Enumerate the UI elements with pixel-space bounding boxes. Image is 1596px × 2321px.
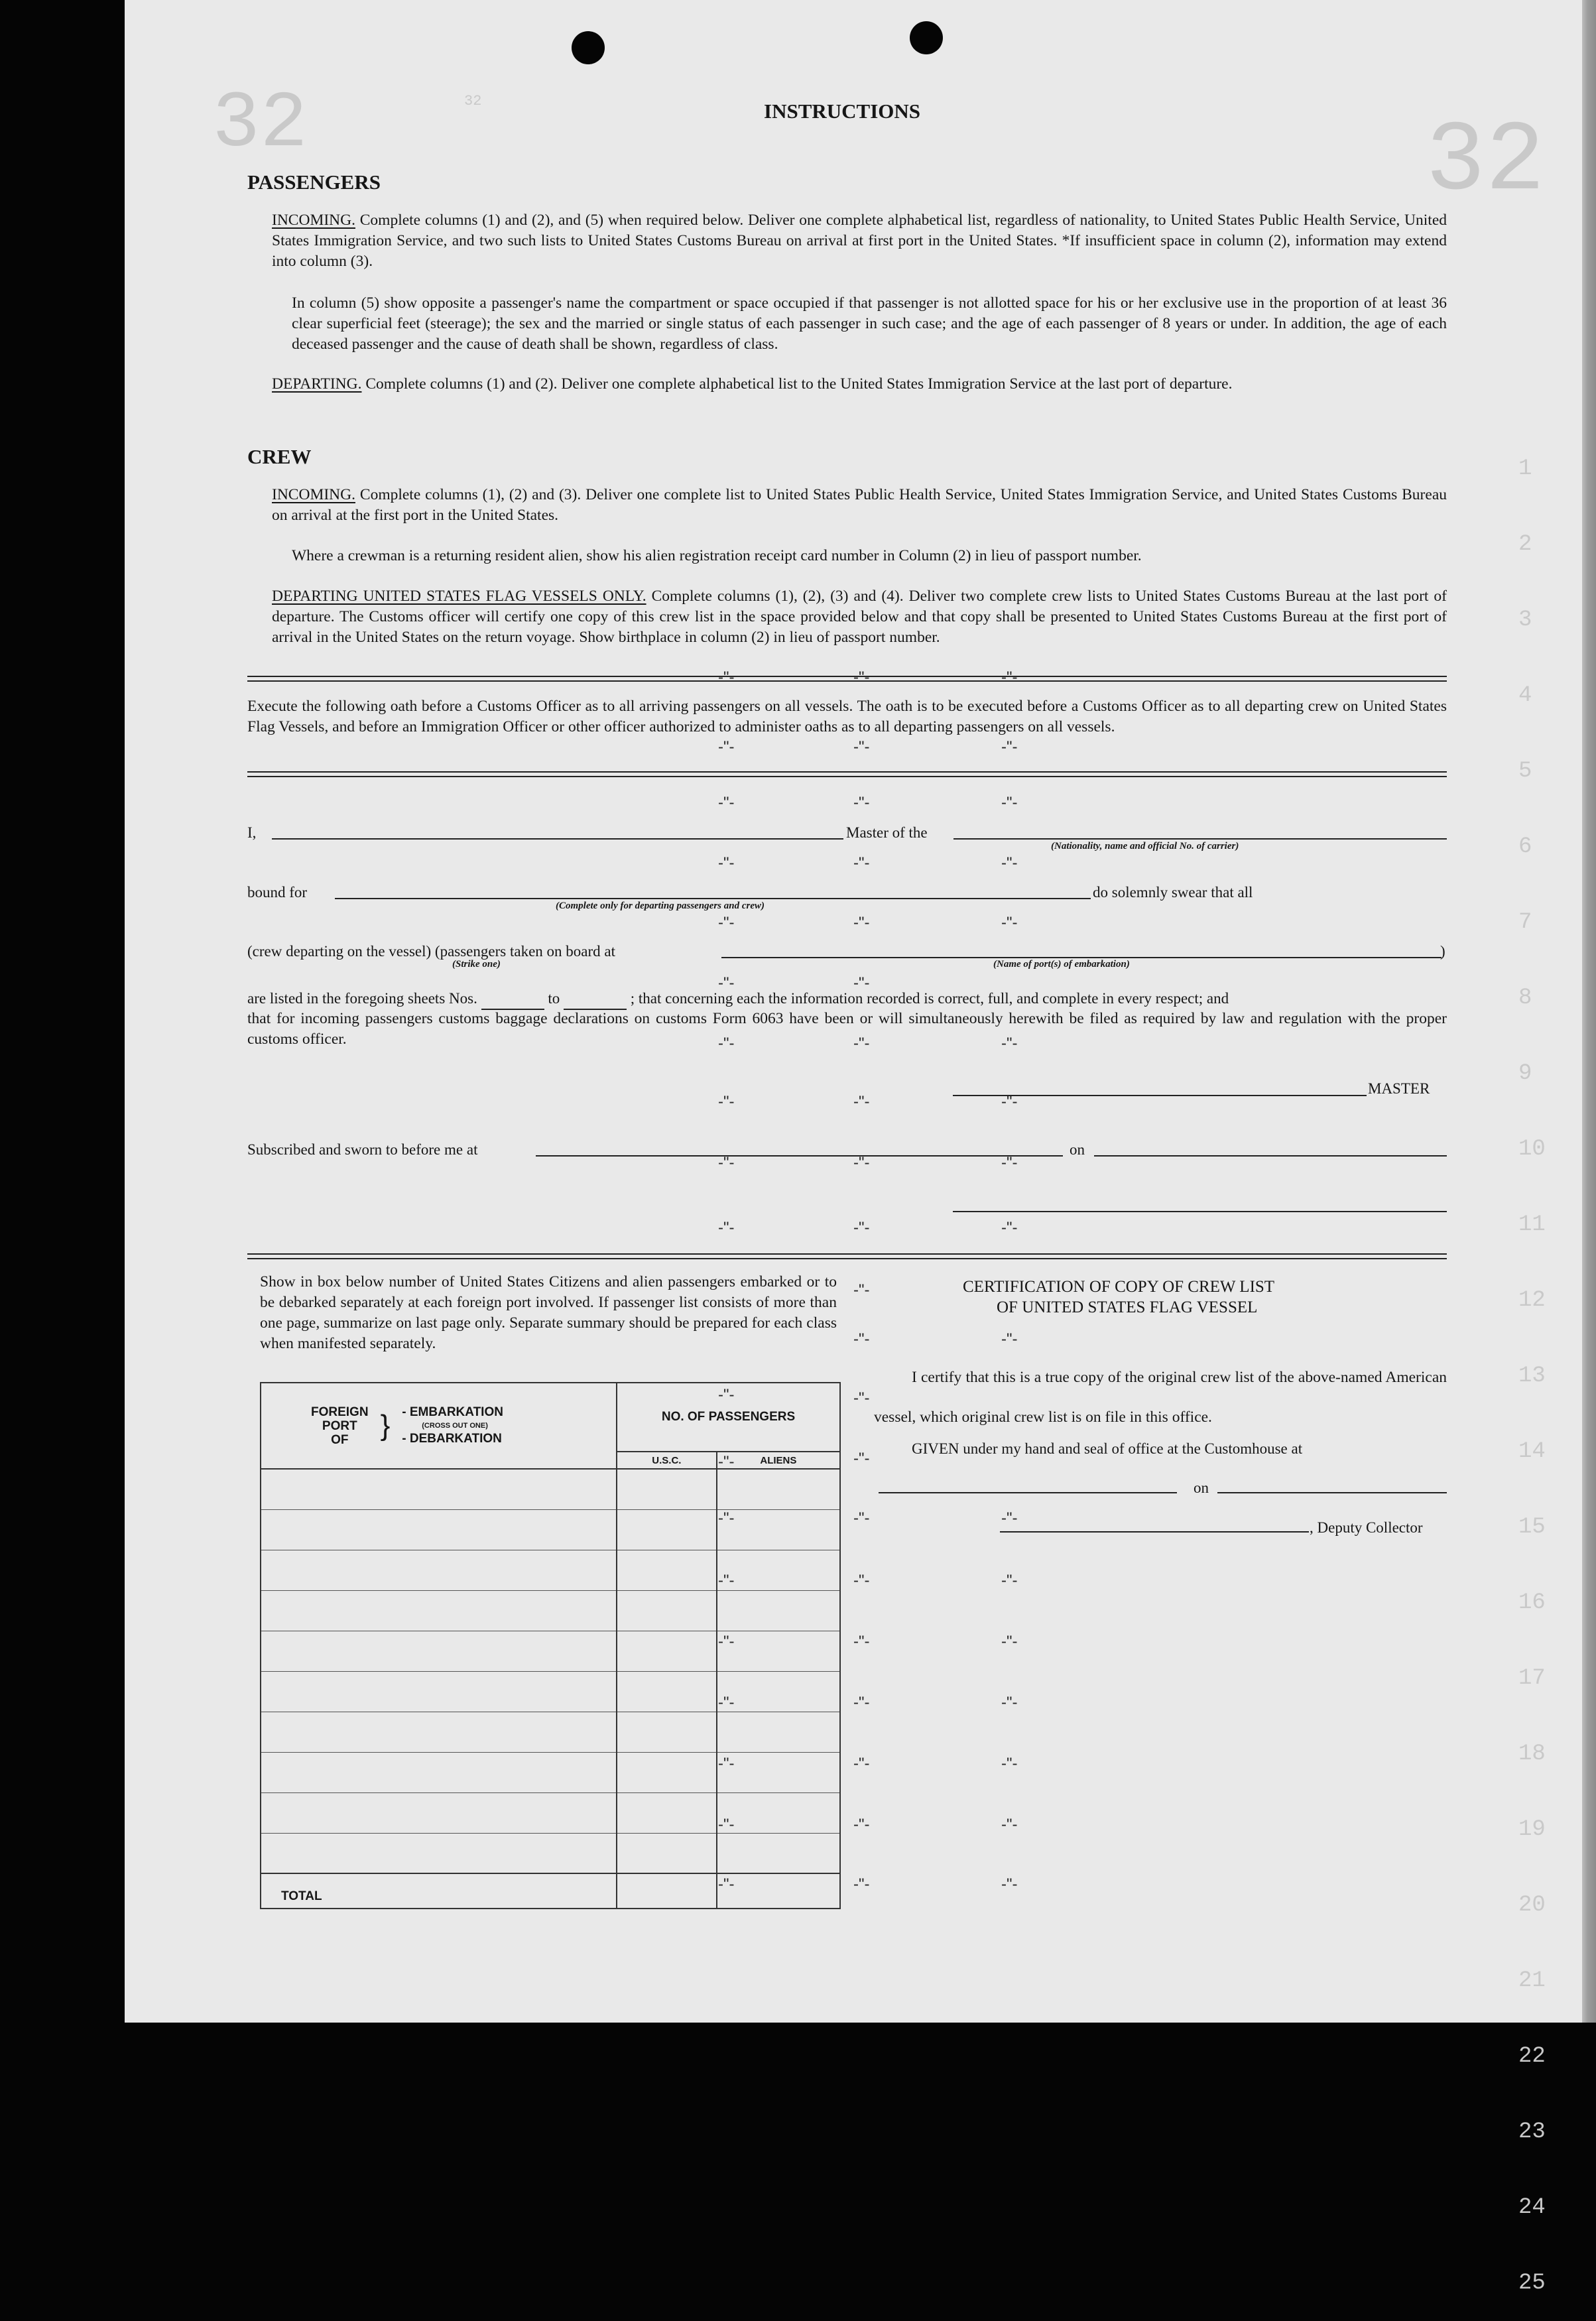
ditto-mark: -"- — [718, 1816, 735, 1834]
aliens-header: ALIENS — [717, 1452, 840, 1469]
carrier-note: (Nationality, name and official No. of carrier) — [1051, 841, 1239, 851]
strike-note: (Strike one) — [452, 959, 501, 970]
ditto-mark: -"- — [853, 974, 870, 992]
usc-cell[interactable] — [617, 1509, 717, 1550]
usc-cell[interactable] — [617, 1712, 717, 1752]
ditto-mark: -"- — [1001, 1219, 1018, 1237]
master-of-the-label: Master of the — [846, 824, 928, 841]
aliens-cell[interactable] — [717, 1712, 840, 1752]
certification-text: I certify that this is a true copy of the original crew list of the above-named American vessel, which original crew list is on file in this office. — [874, 1369, 1447, 1426]
ditto-mark: -"- — [718, 1219, 735, 1237]
total-aliens-cell[interactable] — [717, 1873, 840, 1909]
no-passengers-header: NO. OF PASSENGERS — [617, 1383, 840, 1452]
ditto-mark: -"- — [1001, 1633, 1018, 1651]
bound-for-field[interactable] — [335, 898, 1091, 899]
close-paren: ) — [1440, 943, 1445, 960]
port-note: (Name of port(s) of embarkation) — [993, 959, 1130, 970]
aliens-cell[interactable] — [717, 1469, 840, 1509]
ditto-mark: -"- — [853, 1281, 870, 1299]
embarkation-label: - EMBARKATION — [402, 1405, 503, 1419]
ditto-mark: -"- — [718, 668, 735, 686]
ditto-mark: -"- — [718, 854, 735, 872]
ditto-mark: -"- — [1001, 794, 1018, 812]
ditto-mark: -"- — [718, 1694, 735, 1712]
listed-sheets-line — [247, 988, 1229, 1010]
certification-title-1: CERTIFICATION OF COPY OF CREW LIST — [963, 1278, 1275, 1296]
foreign-label: FOREIGN — [311, 1405, 369, 1419]
ditto-mark: -"- — [1001, 914, 1018, 932]
port-cell[interactable] — [261, 1752, 617, 1792]
port-label: PORT — [322, 1418, 357, 1433]
port-cell[interactable] — [261, 1509, 617, 1550]
listed-complete-text: ; that concerning each the information recorded is correct, full, and complete in every respect; and — [630, 990, 1229, 1007]
ditto-mark: -"- — [853, 1219, 870, 1237]
usc-cell[interactable] — [617, 1792, 717, 1833]
ditto-mark: -"- — [853, 668, 870, 686]
ditto-mark: -"- — [853, 1389, 870, 1407]
of-label: OF — [331, 1432, 349, 1447]
oath-i-label: I, — [247, 824, 257, 841]
punch-hole-right — [910, 21, 943, 54]
oath-intro: Execute the following oath before a Customs Officer as to all arriving passengers on all vessels. The oath is to be executed before a Customs Officer as to all departing crew on United States Flag Vessels, and before an Immigration Officer or other officer authorized to administer oaths as to all departing passengers on all vessels. — [247, 698, 1447, 735]
ditto-mark: -"- — [1001, 1694, 1018, 1712]
ditto-mark: -"- — [718, 1035, 735, 1052]
sworn-location-field[interactable] — [536, 1155, 1063, 1157]
aliens-cell[interactable] — [717, 1671, 840, 1712]
ditto-mark: -"- — [853, 738, 870, 756]
ditto-mark: -"- — [853, 1755, 870, 1773]
ditto-mark: -"- — [1001, 854, 1018, 872]
passengers-incoming-label: INCOMING. — [272, 212, 355, 229]
sheet-from-field[interactable] — [481, 988, 544, 1010]
listed-to-text: to — [548, 990, 560, 1007]
crew-heading: CREW — [247, 445, 312, 468]
usc-cell[interactable] — [617, 1469, 717, 1509]
certification-date-field[interactable] — [1217, 1492, 1447, 1493]
ditto-mark: -"- — [1001, 668, 1018, 686]
ditto-mark: -"- — [853, 1816, 870, 1834]
ditto-mark: -"- — [718, 1875, 735, 1893]
ditto-mark: -"- — [718, 1386, 735, 1404]
passengers-departing-text — [272, 374, 1447, 395]
ditto-mark: -"- — [853, 1633, 870, 1651]
punch-hole-left — [572, 31, 605, 64]
total-usc-cell[interactable] — [617, 1873, 717, 1909]
port-cell[interactable] — [261, 1671, 617, 1712]
port-cell[interactable] — [261, 1550, 617, 1590]
crew-incoming-text — [272, 485, 1447, 526]
ditto-mark: -"- — [718, 1154, 735, 1172]
sworn-date-field[interactable] — [1094, 1155, 1447, 1157]
port-header-cell — [261, 1383, 617, 1469]
bound-for-label: bound for — [247, 884, 308, 901]
bound-note: (Complete only for departing passengers and crew) — [556, 901, 765, 911]
master-label: MASTER — [1368, 1080, 1430, 1097]
bleed-through-marks: 32 32 32 1 2 3 4 5 6 7 8 9 10 11 12 13 14 15 16 17 18 19 20 21 22 23 24 25 — [212, 80, 1546, 2296]
sheet-to-field[interactable] — [564, 988, 627, 1010]
deputy-signature-field[interactable] — [1000, 1531, 1309, 1533]
deputy-collector-label: , Deputy Collector — [1310, 1519, 1423, 1536]
ditto-mark: -"- — [718, 1509, 735, 1527]
port-cell[interactable] — [261, 1631, 617, 1671]
ditto-mark: -"- — [718, 794, 735, 812]
divider-1 — [247, 676, 1447, 682]
passenger-summary-table — [260, 1382, 841, 1909]
aliens-cell[interactable] — [717, 1509, 840, 1550]
aliens-cell[interactable] — [717, 1792, 840, 1833]
ditto-mark: -"- — [853, 1450, 870, 1468]
passengers-departing-body: Complete columns (1) and (2). Deliver one complete alphabetical list to the United States Immigration Service at the last port of departure. — [365, 375, 1233, 393]
ditto-mark: -"- — [853, 1035, 870, 1052]
ditto-mark: -"- — [1001, 1572, 1018, 1590]
divider-2 — [247, 771, 1447, 777]
ditto-mark: -"- — [853, 1875, 870, 1893]
sworn-on-label: on — [1070, 1141, 1085, 1158]
port-cell[interactable] — [261, 1590, 617, 1631]
ditto-mark: -"- — [853, 1154, 870, 1172]
aliens-cell[interactable] — [717, 1833, 840, 1873]
ditto-mark: -"- — [1001, 1154, 1018, 1172]
port-cell[interactable] — [261, 1792, 617, 1833]
ditto-mark: -"- — [853, 794, 870, 812]
ditto-mark: -"- — [718, 738, 735, 756]
ditto-mark: -"- — [1001, 1330, 1018, 1348]
certification-title-2: OF UNITED STATES FLAG VESSEL — [997, 1298, 1258, 1316]
customhouse-field[interactable] — [879, 1492, 1177, 1493]
crew-departing-text — [272, 586, 1447, 648]
crew-departing-label: DEPARTING UNITED STATES FLAG VESSELS ONLY. — [272, 588, 646, 605]
aliens-cell[interactable] — [717, 1590, 840, 1631]
aliens-cell[interactable] — [717, 1631, 840, 1671]
ditto-mark: -"- — [718, 1453, 735, 1471]
crew-incoming-body: Complete columns (1), (2) and (3). Deliver one complete list to United States Public Health Service, United States Immigration Service, and United States Customs Bureau on arrival at the first port in the United States. — [272, 486, 1447, 524]
usc-cell[interactable] — [617, 1590, 717, 1631]
debarkation-label: - DEBARKATION — [402, 1432, 502, 1446]
given-text: GIVEN under my hand and seal of office at the Customhouse at — [912, 1440, 1303, 1457]
usc-cell[interactable] — [617, 1671, 717, 1712]
subscribed-label: Subscribed and sworn to before me at — [247, 1141, 478, 1158]
ditto-mark: -"- — [853, 1694, 870, 1712]
summary-intro: Show in box below number of United States Citizens and alien passengers embarked or to be debarked separately at each foreign port involved. If passenger list consists of more than one page, summarize on last page only. Separate summary should be prepared for each class when manifested separately. — [260, 1273, 837, 1352]
port-cell[interactable] — [261, 1469, 617, 1509]
ditto-mark: -"- — [1001, 1093, 1018, 1111]
ditto-mark: -"- — [1001, 1755, 1018, 1773]
ditto-mark: -"- — [853, 1093, 870, 1111]
ditto-mark: -"- — [853, 914, 870, 932]
ditto-mark: -"- — [853, 1572, 870, 1590]
passengers-incoming-body: Complete columns (1) and (2), and (5) when required below. Deliver one complete alphabetical list, regardless of nationality, to United States Public Health Service, United States Immigration Service, and two such lists to United States Customs Bureau on arrival at first port in the United States. *If insufficient space in column (2), information may extend into column (3). — [272, 212, 1447, 270]
ditto-mark: -"- — [718, 974, 735, 992]
crew-incoming-label: INCOMING. — [272, 486, 355, 503]
solemnly-swear-label: do solemnly swear that all — [1093, 884, 1253, 901]
passengers-departing-label: DEPARTING. — [272, 375, 362, 393]
usc-cell[interactable] — [617, 1550, 717, 1590]
port-cell[interactable] — [261, 1712, 617, 1752]
carrier-field[interactable] — [953, 838, 1447, 840]
passengers-incoming-text — [272, 210, 1447, 272]
embarkation-port-field[interactable] — [721, 957, 1442, 958]
ditto-mark: -"- — [853, 1330, 870, 1348]
crew-resident-text: Where a crewman is a returning resident alien, show his alien registration receipt card number in Column (2) in lieu of passport number. — [292, 547, 1142, 564]
passengers-column5-text: In column (5) show opposite a passenger's name the compartment or space occupied if that passenger is not allotted space for his or her exclusive use in the proportion of at least 36 clear superficial feet (steerage); the sex and the married or single status of each passenger in such case; and the age of each passenger of 8 years or under. In addition, the age of each deceased passenger and the cause of death shall be shown, regardless of class. — [292, 294, 1447, 353]
port-cell[interactable] — [261, 1833, 617, 1873]
aliens-cell[interactable] — [717, 1550, 840, 1590]
passengers-heading: PASSENGERS — [247, 170, 381, 194]
brace: } — [380, 1409, 391, 1442]
certification-on-label: on — [1194, 1479, 1209, 1496]
aliens-cell[interactable] — [717, 1752, 840, 1792]
ditto-mark: -"- — [1001, 1509, 1018, 1527]
page-title: INSTRUCTIONS — [764, 99, 921, 123]
ditto-mark: -"- — [1001, 1816, 1018, 1834]
total-label: TOTAL — [261, 1873, 617, 1909]
ditto-mark: -"- — [853, 854, 870, 872]
ditto-mark: -"- — [718, 1633, 735, 1651]
ditto-mark: -"- — [1001, 738, 1018, 756]
ditto-mark: -"- — [1001, 1875, 1018, 1893]
crew-departing-label-line: (crew departing on the vessel) (passengers taken on board at — [247, 943, 615, 960]
usc-cell[interactable] — [617, 1631, 717, 1671]
ditto-mark: -"- — [718, 914, 735, 932]
ditto-mark: -"- — [718, 1093, 735, 1111]
listed-sheets-text: are listed in the foregoing sheets Nos. — [247, 990, 477, 1007]
ditto-mark: -"- — [718, 1572, 735, 1590]
ditto-mark: -"- — [1001, 1035, 1018, 1052]
cross-out-label: (CROSS OUT ONE) — [422, 1422, 488, 1430]
ditto-mark: -"- — [853, 1509, 870, 1527]
officer-signature-field[interactable] — [953, 1211, 1447, 1212]
usc-header: U.S.C. — [617, 1452, 717, 1469]
usc-cell[interactable] — [617, 1833, 717, 1873]
divider-3 — [247, 1253, 1447, 1259]
usc-cell[interactable] — [617, 1752, 717, 1792]
baggage-declaration-text: that for incoming passengers customs baggage declarations on customs Form 6063 have been or will simultaneously herewith be filed as required by law and regulation with the proper customs officer. — [247, 1010, 1447, 1048]
master-name-field[interactable] — [272, 838, 843, 840]
ditto-mark: -"- — [718, 1755, 735, 1773]
crew-departing-body: Complete columns (1), (2), (3) and (4). Deliver two complete crew lists to United States Customs Bureau at the last port of departure. The Customs officer will certify one copy of this crew list in the space provided below and that copy shall be presented to United States Customs Bureau at the first port of arrival in the United States on the return voyage. Show birthplace in column (2) in lieu of passport number. — [272, 588, 1447, 646]
